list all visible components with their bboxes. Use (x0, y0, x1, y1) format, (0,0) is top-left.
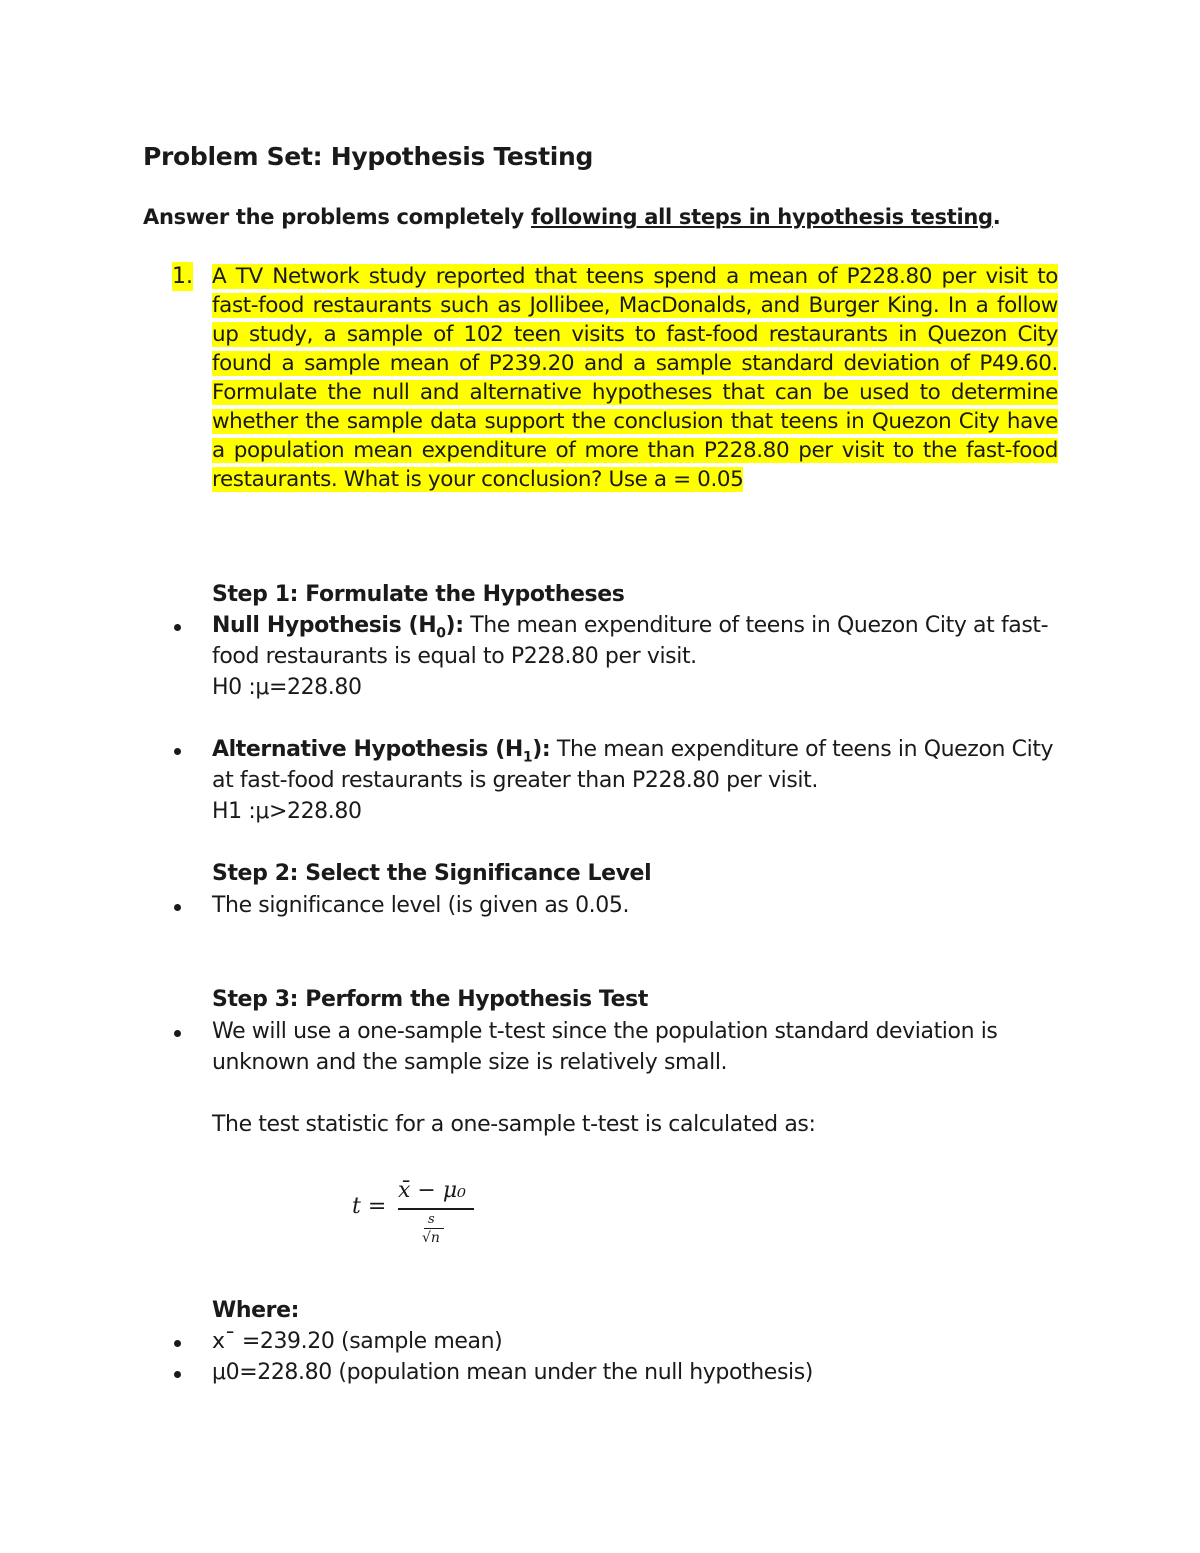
significance-text: The significance level (is given as 0.05. (212, 893, 630, 918)
alt-close: ): (532, 737, 551, 762)
bullet-null (174, 624, 181, 631)
alt-sub: 1 (522, 749, 533, 766)
null-hypothesis-line2: food restaurants is equal to P228.80 per visit. (212, 644, 697, 669)
step3-heading: Step 3: Perform the Hypothesis Test (212, 987, 648, 1012)
formula-denominator-top: s (428, 1212, 435, 1227)
null-sub: 0 (436, 625, 446, 642)
bullet-alt (174, 748, 181, 755)
alt-formula: H1 :μ>228.80 (212, 799, 362, 824)
ttest-text-2: unknown and the sample size is relatively small. (212, 1050, 728, 1075)
null-formula: H0 :μ=228.80 (212, 675, 362, 700)
where-item-sample-mean: x¯ =239.20 (sample mean) (212, 1329, 503, 1354)
problem-text-highlight: A TV Network study reported that teens spend a mean of P228.80 per visit to fast-food restaurants such as Jollibee, MacDonalds, and Burger King. In a follow up study, a sample of 102 teen visits to fast-food restaurants in Quezon City found a sample mean of P239.20 and a sample standard deviation of P49.60. Formulate the null and alternative hypotheses that can be used to determine whether the sample data support the conclusion that teens in Quezon City have a population mean expenditure of more than P228.80 per visit to the fast-food restaurants. What is your conclusion? Use a = 0.05 (212, 264, 1058, 492)
step2-heading: Step 2: Select the Significance Level (212, 861, 652, 886)
instruction-prefix: Answer the problems completely (143, 205, 531, 229)
instructions (143, 205, 1000, 229)
bullet-significance (174, 904, 181, 911)
alt-label: Alternative Hypothesis ( (212, 737, 505, 762)
problem-text (212, 262, 1058, 494)
instruction-suffix: . (992, 205, 1001, 229)
formula-denominator-bar (424, 1228, 444, 1229)
formula-lhs: t = (352, 1194, 387, 1219)
step1-heading: Step 1: Formulate the Hypotheses (212, 582, 625, 607)
null-label: Null Hypothesis ( (212, 613, 419, 638)
instruction-underlined: following all steps in hypothesis testing (530, 205, 993, 229)
formula-denominator-bottom: √n (422, 1230, 440, 1246)
null-symbol: H (418, 613, 437, 638)
where-heading: Where: (212, 1298, 300, 1323)
formula-numerator: x̄ − μ₀ (398, 1178, 466, 1203)
document-title: Problem Set: Hypothesis Testing (143, 142, 594, 171)
problem-number: 1. (172, 264, 193, 289)
null-text-1: The mean expenditure of teens in Quezon City at fast- (463, 613, 1049, 638)
formula-fraction-bar (398, 1208, 474, 1210)
bullet-ttest (174, 1030, 181, 1037)
formula-intro: The test statistic for a one-sample t-test is calculated as: (212, 1112, 816, 1137)
bullet-where-1 (174, 1340, 181, 1347)
ttest-text-1: We will use a one-sample t-test since the population standard deviation is (212, 1019, 998, 1044)
alt-text-1: The mean expenditure of teens in Quezon City (550, 737, 1054, 762)
bullet-where-2 (174, 1371, 181, 1378)
alt-symbol: H (504, 737, 523, 762)
where-item-population-mean: μ0=228.80 (population mean under the null hypothesis) (212, 1360, 813, 1385)
alt-hypothesis-line2: at fast-food restaurants is greater than P228.80 per visit. (212, 768, 818, 793)
null-close: ): (445, 613, 464, 638)
